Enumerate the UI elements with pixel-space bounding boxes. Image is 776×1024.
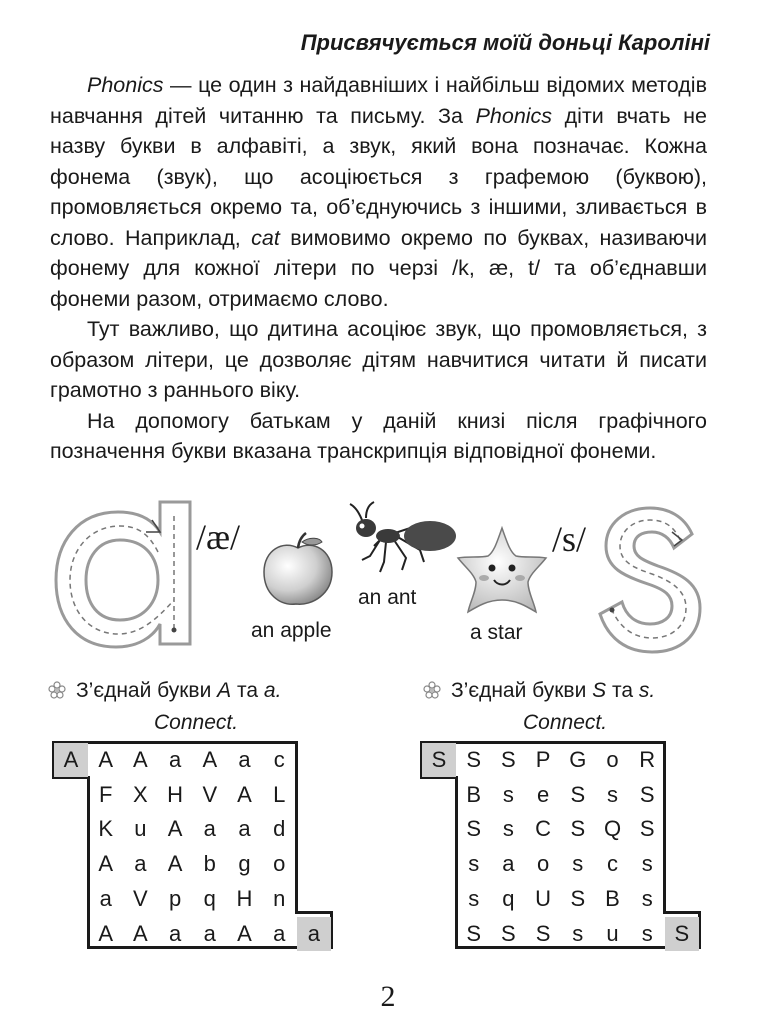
intro-paragraph-1: Phonics — це один з найдавніших і найбільш відомих методів навчання дітей читанню та письму. За Phonics діти вчать не назву букви в алфавіті, а звук, який вона позначає. Кожна фонема (звук), що асоціюється з графемою (буквою), промовляється окремо та, об’єднуючись з іншими, зливається в слово. Наприклад, cat вимовимо окремо по буквах, називаючи фонему для кожної літери по черзі /k, æ, t/ та об’єднавши фонеми разом, отримаємо слово. bbox=[50, 73, 708, 311]
grid-cell[interactable]: q bbox=[203, 885, 216, 911]
grid-cell[interactable]: X bbox=[133, 781, 148, 807]
caption-star: a star bbox=[470, 621, 523, 644]
grid-cell[interactable]: o bbox=[536, 851, 550, 877]
grid-cell[interactable]: S bbox=[466, 747, 482, 772]
grid-cell[interactable]: S bbox=[570, 781, 586, 807]
grid-cell[interactable]: K bbox=[98, 816, 114, 842]
grid-cell[interactable]: V bbox=[133, 885, 148, 911]
task-right-connect: Connect. bbox=[523, 711, 608, 734]
grid-cell[interactable]: n bbox=[273, 885, 286, 911]
grid-cell[interactable]: c bbox=[607, 851, 618, 877]
grid-cell[interactable]: L bbox=[273, 781, 286, 807]
grid-cell[interactable]: Q bbox=[603, 816, 622, 842]
intro-paragraph-3: На допомогу батькам у даній книзі після графічного позначення букви вказана транскрипція відповідної фонеми. bbox=[50, 408, 707, 463]
grid-cell[interactable]: C bbox=[535, 816, 552, 842]
grid-cell[interactable]: a bbox=[502, 851, 515, 877]
grid-cell[interactable]: H bbox=[236, 885, 253, 911]
ipa-s: /s/ bbox=[552, 519, 587, 559]
grid-cell[interactable]: A bbox=[98, 747, 114, 772]
caption-apple: an apple bbox=[251, 619, 332, 642]
grid-cell[interactable]: a bbox=[238, 816, 251, 842]
grid-cell[interactable]: a bbox=[203, 920, 216, 946]
ipa-a: /æ/ bbox=[196, 517, 241, 557]
grid-cell[interactable]: s bbox=[468, 851, 480, 877]
grid-cell[interactable]: S bbox=[501, 920, 516, 946]
grid-cell[interactable]: s bbox=[607, 781, 618, 807]
grid-cell[interactable]: q bbox=[502, 885, 515, 911]
grid-cell[interactable]: p bbox=[168, 885, 182, 911]
grid-cell[interactable]: B bbox=[605, 885, 620, 911]
grid-cell[interactable]: A bbox=[98, 920, 114, 946]
grid-cell[interactable]: d bbox=[273, 816, 286, 842]
letter-maze-a bbox=[52, 741, 333, 949]
grid-cell[interactable]: A bbox=[54, 743, 88, 777]
grid-cell[interactable]: e bbox=[536, 781, 550, 807]
grid-cell[interactable]: s bbox=[641, 885, 653, 911]
grid-cell[interactable]: a bbox=[168, 747, 182, 772]
grid-cell[interactable]: s bbox=[572, 851, 584, 877]
grid-cell[interactable]: U bbox=[535, 885, 552, 911]
grid-cell[interactable]: g bbox=[238, 851, 251, 877]
grid-cell[interactable]: s bbox=[468, 885, 480, 911]
caption-ant: an ant bbox=[358, 586, 417, 609]
outline-letter-s-illustration bbox=[596, 504, 706, 656]
grid-cell[interactable]: s bbox=[502, 781, 514, 807]
grid-cell[interactable]: s bbox=[572, 920, 584, 946]
grid-cell[interactable]: a bbox=[99, 885, 112, 911]
grid-cell[interactable]: G bbox=[569, 747, 587, 772]
grid-cell[interactable]: B bbox=[466, 781, 482, 807]
grid-cell[interactable]: A bbox=[237, 920, 252, 946]
task-left: З’єднай букви A та a. Connect. bbox=[48, 676, 281, 706]
flower-bullet-icon bbox=[423, 681, 441, 699]
ant-illustration bbox=[340, 500, 460, 580]
grid-cell[interactable]: u bbox=[134, 816, 147, 842]
flower-bullet-icon bbox=[48, 681, 66, 699]
grid-cell[interactable]: b bbox=[203, 851, 216, 877]
grid-cell[interactable]: S bbox=[535, 920, 551, 946]
grid-cell[interactable]: A bbox=[202, 747, 218, 772]
grid-cell[interactable]: S bbox=[466, 920, 482, 946]
grid-cell[interactable]: S bbox=[665, 917, 699, 951]
grid-cell[interactable]: A bbox=[133, 747, 148, 772]
grid-cell[interactable]: A bbox=[133, 920, 148, 946]
dedication: Присвячується моїй доньці Кароліні bbox=[300, 30, 710, 55]
grid-cell[interactable]: F bbox=[98, 781, 113, 807]
grid-cell[interactable]: S bbox=[466, 816, 482, 842]
grid-cell[interactable]: a bbox=[273, 920, 286, 946]
term-phonics: Phonics bbox=[87, 73, 164, 97]
grid-cell[interactable]: c bbox=[273, 747, 285, 772]
grid-cell[interactable]: S bbox=[639, 781, 655, 807]
grid-cell[interactable]: S bbox=[570, 816, 586, 842]
grid-cell[interactable]: o bbox=[606, 747, 619, 772]
apple-illustration bbox=[258, 530, 338, 610]
grid-cell[interactable]: a bbox=[168, 920, 182, 946]
grid-cell[interactable]: V bbox=[202, 781, 218, 807]
grid-cell[interactable]: o bbox=[273, 851, 286, 877]
intro-paragraph-2: Тут важливо, що дитина асоціює звук, що промовляється, з образом літери, це дозволяє дітям навчитися читати й писати грамотно з раннього віку. bbox=[50, 317, 707, 402]
grid-cell[interactable]: S bbox=[570, 885, 586, 911]
grid-cell[interactable]: A bbox=[167, 851, 183, 877]
outline-letter-a-illustration bbox=[48, 492, 198, 662]
grid-cell[interactable]: S bbox=[501, 747, 516, 772]
grid-cell[interactable]: P bbox=[535, 747, 551, 772]
task-right: З’єднай букви S та s. Connect. bbox=[423, 676, 655, 706]
grid-cell[interactable]: A bbox=[98, 851, 114, 877]
grid-cell[interactable]: a bbox=[297, 917, 331, 951]
grid-cell[interactable]: H bbox=[167, 781, 184, 807]
grid-cell[interactable]: A bbox=[167, 816, 183, 842]
page-number: 2 bbox=[380, 980, 396, 1013]
grid-cell[interactable]: a bbox=[238, 747, 251, 772]
star-illustration bbox=[454, 524, 550, 616]
grid-cell[interactable]: s bbox=[641, 920, 653, 946]
grid-cell[interactable]: A bbox=[237, 781, 252, 807]
grid-cell[interactable]: S bbox=[422, 743, 456, 777]
grid-cell[interactable]: s bbox=[502, 816, 514, 842]
grid-cell[interactable]: a bbox=[134, 851, 147, 877]
intro-text bbox=[50, 70, 707, 467]
letter-maze-s bbox=[420, 741, 701, 949]
grid-cell[interactable]: s bbox=[641, 851, 653, 877]
grid-cell[interactable]: a bbox=[203, 816, 216, 842]
grid-cell[interactable]: S bbox=[639, 816, 655, 842]
task-left-connect: Connect. bbox=[154, 711, 239, 734]
grid-cell[interactable]: R bbox=[639, 747, 656, 772]
grid-cell[interactable]: u bbox=[606, 920, 619, 946]
